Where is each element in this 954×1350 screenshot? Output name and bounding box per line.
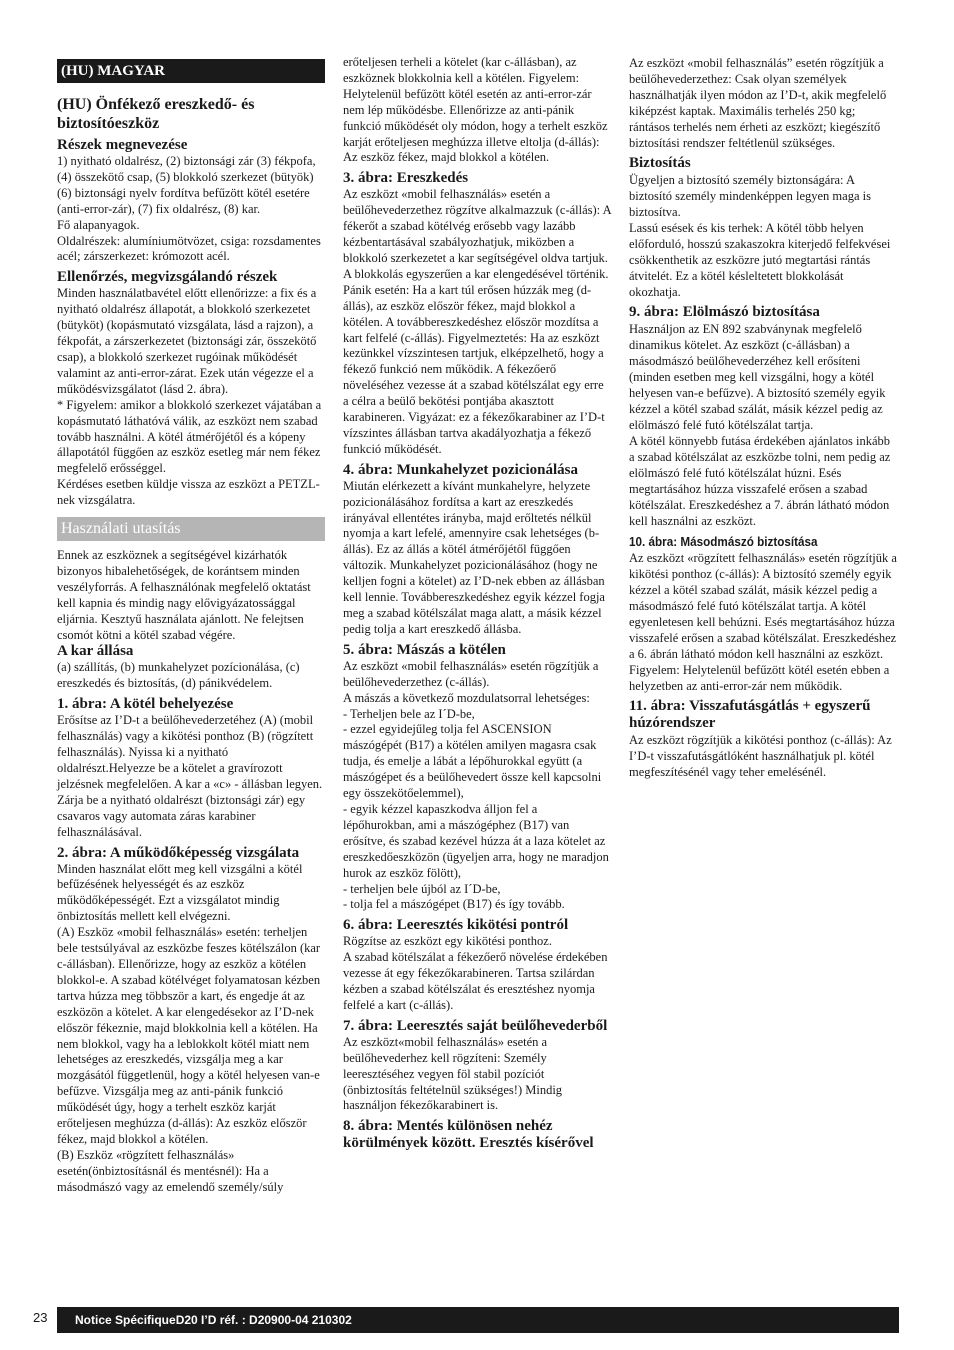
column-1-instructions: [57, 643, 325, 1195]
section-paragraph: A mászás a következő mozdulatsorral lehetséges:: [343, 690, 590, 705]
section-paragraph: Az eszközt rögzítjük a kikötési ponthoz (c-állás): Az I’D-t visszafutásgátlóként használhatjuk pl. kötél megfeszítésénél vagy teher emelésénél.: [629, 733, 892, 779]
section-paragraph: Erősítse az I’D-t a beülőhevederzetéhez (A) (mobil felhasználás) vagy a kikötési ponthoz (B) (rögzített felhasználás). Nyissa ki a nyitható oldalrészt.Helyezze be a kötelet a gravírozott jelzésnek megfelelően. A kar a «c» - állásban legyen. Zárja be a nyitható oldalrészt (biztonsági zár) egy csavaros vagy automata záras karabiner felhasználásával.: [57, 713, 323, 839]
section-heading: 10. ábra: Másodmászó biztosítása: [629, 534, 818, 549]
section-paragraph: * Figyelem: amikor a blokkoló szerkezet vájatában a kopásmutató láthatóvá válik, az eszközt nem szabad tovább használni. A kötél átmérőjétől és a kópeny állapotától függően az eszköz esetleg már nem fékez megfelelő erősséggel.: [57, 397, 322, 476]
section-paragraph: Az eszközt«mobil felhasználás» esetén a beülőhevederhez kell rögzíteni: Személy leeresztéséhez vegyen föl stabil pozíciót (önbiztosítás feltételnül szükséges!) Mindig használjon fékezőkarabinert is.: [343, 1034, 563, 1113]
section-heading: Biztosítás: [629, 155, 691, 171]
footer-bar: Notice SpécifiqueD20 I’D réf. : D20900-04 210302: [57, 1307, 899, 1333]
section-heading: 9. ábra: Elölmászó biztosítása: [629, 304, 820, 320]
section-heading: Ellenőrzés, megvizsgálandó részek: [57, 269, 278, 286]
section-paragraph: (A) Eszköz «mobil felhasználás» esetén: terheljen bele testsúlyával az eszközbe feszes kötélszálon (kar c-állásban). Ellenőrizze, hogy az eszköz a kötélen blokkol-e. A szabad kötélvéget folyamatosan kézben tartva húzza meg többször a kart, és engedje át az eszközön a kötelet. A kar elengedésekor az I’D-nek először fékeznie, majd blokkolnia kell a kötélen. Ha nem blokkol, vagy ha a leblokkolt kötél miatt nem lehetséges az ereszkedés, vizsgálja meg a kar mozgásától függetlenül, hogy a kötél helyesen van-e befűzve. Vizsgálja meg az anti-pánik funkció működését úgy, hogy a terhelt eszköz karját erőteljesen meghúzza (d-állás): Az eszköz először fékez, majd blokkol a kötélen.: [57, 925, 321, 1146]
usage-section-header: Használati utasítás: [57, 517, 325, 541]
section-paragraph: Az eszközt «mobil felhasználás» esetén a beülőhevederzethez rögzítve alkalmazzuk (c-állás): A fékerőt a szabad kötélvég erősebb vagy lazább kézbentartásával szabályozhatjuk, miközben a blokkoló szerkezetet a kar segítségével oldva tartjuk. A blokkolás egyszerűen a kar elengedésével történik. Pánik esetén: Ha a kart túl erősen húzzák meg (d-állás), az eszköz először fékez, majd blokkol a kötélen. A továbbereszkedéshez először mozdítsa a kart felfelé (c-állás). Figyelmeztetés: Ha az eszközt kezünkkel vízszintesen tartjuk, elképzelhető, hogy a fékező funkció nem működik. A fékezőerő növeléséhez vezesse át a szabad kötélszálat egy erre a célra a beülő bekötési pontjába akasztott karabineren. Vigyázat: ez a fékezőkarabiner az I’D-t vízszintes állásban tartva akadályozhatja a fékező funkció működését.: [343, 187, 611, 456]
usage-intro: Ennek az eszköznek a segítségével kizárhatók bizonyos hibalehetőségek, de korántsem minden veszélyforrás. A felhasználónak megfelelő oktatást kell kapnia és mindig nagy elővigyázatossággal eljárnia. Kesztyű használata ajánlott. Ne felejtsen csomót kötni a kötél szabad végére.: [57, 548, 311, 642]
section-paragraph: Használjon az EN 892 szabványnak megfelelő dinamikus kötelet. Az eszközt (c-állásban) a másodmászó beülőhevederzéhez kell erősíteni (minden esetben meg kell vizsgálni, hogy a kötél helyesen van-e befűzve). A biztosító személy egyik kézzel a kötél szabad szálát, másik kézzel pedig az elölmászó felé futó kötélszálat tartja.: [629, 322, 886, 432]
section-paragraph: Fő alapanyagok.: [57, 217, 140, 232]
section-paragraph: Az eszközt «rögzített felhasználás» esetén rögzítjük a kikötési ponthoz (c-állás): A biztosító személy egyik kézzel a kötél szabad szálát, másik kézzel pedig a másodmászó felé futó kötélszálat tartja. A kötél egyenletesen kell behúzni. Esés megtartásához húzza visszafelé erősen a szabad kötélszálat. Ereszkedéshez a 6. ábrán látható módon kell használni az eszközt. Figyelem: Helytelenül befűzött kötél esetén ebben a helyzetben az anti-error-zár nem működik.: [629, 551, 897, 693]
section-heading: 2. ábra: A működőképesség vizsgálata: [57, 844, 300, 861]
column-1-sections: [57, 137, 325, 509]
section-paragraph: Az eszközt «mobil felhasználás” esetén rögzítjük a beülőhevederzethez: Csak olyan személyek használhatják ilyen módon az I’D-t, akik megfelelő kiképzést kaptak. Maximális terhelés 250 kg; rántásos terhelés nem érheti az eszközt; kiegészítő biztosítási rendszer feltétlenül szükséges.: [629, 56, 887, 150]
section-heading: 4. ábra: Munkahelyzet pozicionálása: [343, 461, 578, 478]
section-paragraph: Minden használat előtt meg kell vizsgálni a kötél befűzésének helyességét és az eszköz működőképességét. Ezt a vizsgálatot mindig önbiztosítás mellett kell elvégezni.: [57, 861, 303, 924]
column-3-sections: [629, 55, 897, 780]
section-paragraph: - egyik kézzel kapaszkodva álljon fel a lépőhurokban, ami a mászógéphez (B17) van erősítve, és szabad kezével húzza át a laza kötelet az ereszkedőeszközön (ügyeljen arra, hogy ne maradjon hurok az eszköz fölött),: [343, 801, 609, 880]
section-heading: Részek megnevezése: [57, 137, 188, 153]
section-heading: 1. ábra: A kötél behelyezése: [57, 696, 234, 713]
section-heading: 6. ábra: Leeresztés kikötési pontról: [343, 917, 569, 934]
section-paragraph: Oldalrészek: alumíniumötvözet, csiga: rozsdamentes acél; zárszerkezet: krómozott acél.: [57, 233, 321, 264]
section-heading: 5. ábra: Mászás a kötélen: [343, 641, 506, 658]
section-paragraph: Lassú esések és kis terhek: A kötél több helyen előforduló, hosszú szakaszokra kiterjedő felfekvései csökkenthetik az eszközre jutó megtartási rántás átvitelét. Ez a kötél késleltetett blokkolását okozhatja.: [629, 221, 891, 299]
section-heading: 11. ábra: Visszafutásgátlás + egyszerű húzórendszer: [629, 698, 871, 731]
section-paragraph: erőteljesen terheli a kötelet (kar c-állásban), az eszköznek blokkolnia kell a kötélen. Figyelem: Helytelenül befűzött kötél esetén az anti-error-zár nem lép működésbe. Ellenőrizze az anti-pánik funkció működését oly módon, hogy a terhelt eszköz karját erőteljesen meghúzza illetve eltolja (d-állás): Az eszköz fékez, majd blokkol a kötélen.: [343, 55, 608, 165]
section-heading: 8. ábra: Mentés különösen nehéz körülmények között. Eresztés kísérővel: [343, 1118, 594, 1152]
language-header: (HU) MAGYAR: [57, 59, 325, 83]
section-paragraph: Rögzítse az eszközt egy kikötési ponthoz.: [343, 934, 552, 949]
section-paragraph: Az eszközt «mobil felhasználás» esetén rögzítjük a beülőhevederzethez (c-állás).: [343, 658, 599, 689]
section-paragraph: 1) nyitható oldalrész, (2) biztonsági zár (3) fékpofa, (4) összekötő csap, (5) blokkoló szerkezet (bütyök) (6) biztonsági nyelv fordítva befűzött kötél esetére (anti-error-zár), (7) fix oldalrész, (8) kar.: [57, 154, 316, 216]
page-number: 23: [33, 1310, 48, 1325]
section-paragraph: Minden használatbavétel előtt ellenőrizze: a fix és a nyitható oldalrész állapotát, a blokkoló szerkezetet (bütyköt) (kopásmutató vizsgálata, lásd a rajzon), a fékpofát, a zárszerkezetet (biztonsági zár, összekötő csap), a blokkoló szerkezet rugóinak működését valamint az anti-error-zárat. Ezek után végezze el a működésvizsgálatot (lásd 2. ábra).: [57, 286, 317, 396]
section-paragraph: - ezzel egyidejűleg tolja fel ASCENSION mászógépét (B17) a kötélen amilyen magasra csak tudja, és emelje a lábát a lépőhurokkal együtt (a mászógépet és a beülőhevedert össze kell kapcsolni egy összekötőelemmel),: [343, 722, 602, 801]
section-paragraph: (a) szállítás, (b) munkahelyzet pozícionálása, (c) ereszkedés és biztosítás, (d) pánikvédelem.: [57, 660, 300, 691]
section-paragraph: (B) Eszköz «rögzített felhasználás» esetén(önbiztosításnál és mentésnél): Ha a másodmászó vagy az emelendő személy/súly: [57, 1147, 284, 1194]
section-paragraph: - Terheljen bele az I´D-be,: [343, 706, 475, 721]
section-paragraph: - tolja fel a mászógépet (B17) és így tovább.: [343, 897, 565, 912]
document-title: (HU) Önfékező ereszkedő- és biztosítóeszköz: [57, 96, 255, 132]
column-2-sections: [343, 55, 611, 1152]
section-paragraph: - terheljen bele újból az I´D-be,: [343, 881, 501, 896]
section-heading: 7. ábra: Leeresztés saját beülőhevederből: [343, 1017, 608, 1034]
column-2: [343, 55, 611, 1152]
section-paragraph: Ügyeljen a biztosító személy biztonságára: A biztosító személy mindenképpen legyen maga is biztosítva.: [629, 173, 871, 219]
section-heading: 3. ábra: Ereszkedés: [343, 170, 469, 187]
column-1: [57, 55, 325, 1196]
column-3: [629, 55, 897, 780]
section-paragraph: Kérdéses esetben küldje vissza az eszközt a PETZL-nek vizsgálatra.: [57, 477, 320, 508]
section-paragraph: A kötél könnyebb futása érdekében ajánlatos inkább a szabad kötélszálat az eszközbe tolni, nem pedig az elölmászó felé futó kötélszálat húzni. Esés megtartásához húzza visszafelé erősen a szabad kötélszálat. Ereszkedéshez a 7. ábrán látható módon kell használni az eszközt.: [629, 434, 891, 528]
section-paragraph: A szabad kötélszálat a fékezőerő növelése érdekében vezesse át egy fékezőkarabineren. Tartsa szilárdan kézben a szabad kötélszálat és eresztéshez nyomja felfelé a kart (c-állás).: [343, 950, 608, 1012]
section-paragraph: Miután elérkezett a kívánt munkahelyre, helyzete pozicionálásához fordítsa a kart az ereszkedés irányával ellentétes irányba, majd erőltetés nélkül nyomja a kart lefelé, amennyire csak lehetséges (b-állás). Ez az állás a kötél átmérőjétől függően változik. Munkahelyzet pozicionálásához (hogy ne kelljen fogni a kötelet) az I’D-nek ebben az állásban kell lennie. Továbbereszkedéshez egyik kézzel fogja meg a szabad kötélszálat maga alatt, a másik kézzel pedig tolja a kart ereszkedő állásba.: [343, 478, 605, 636]
section-heading: A kar állása: [57, 643, 134, 660]
